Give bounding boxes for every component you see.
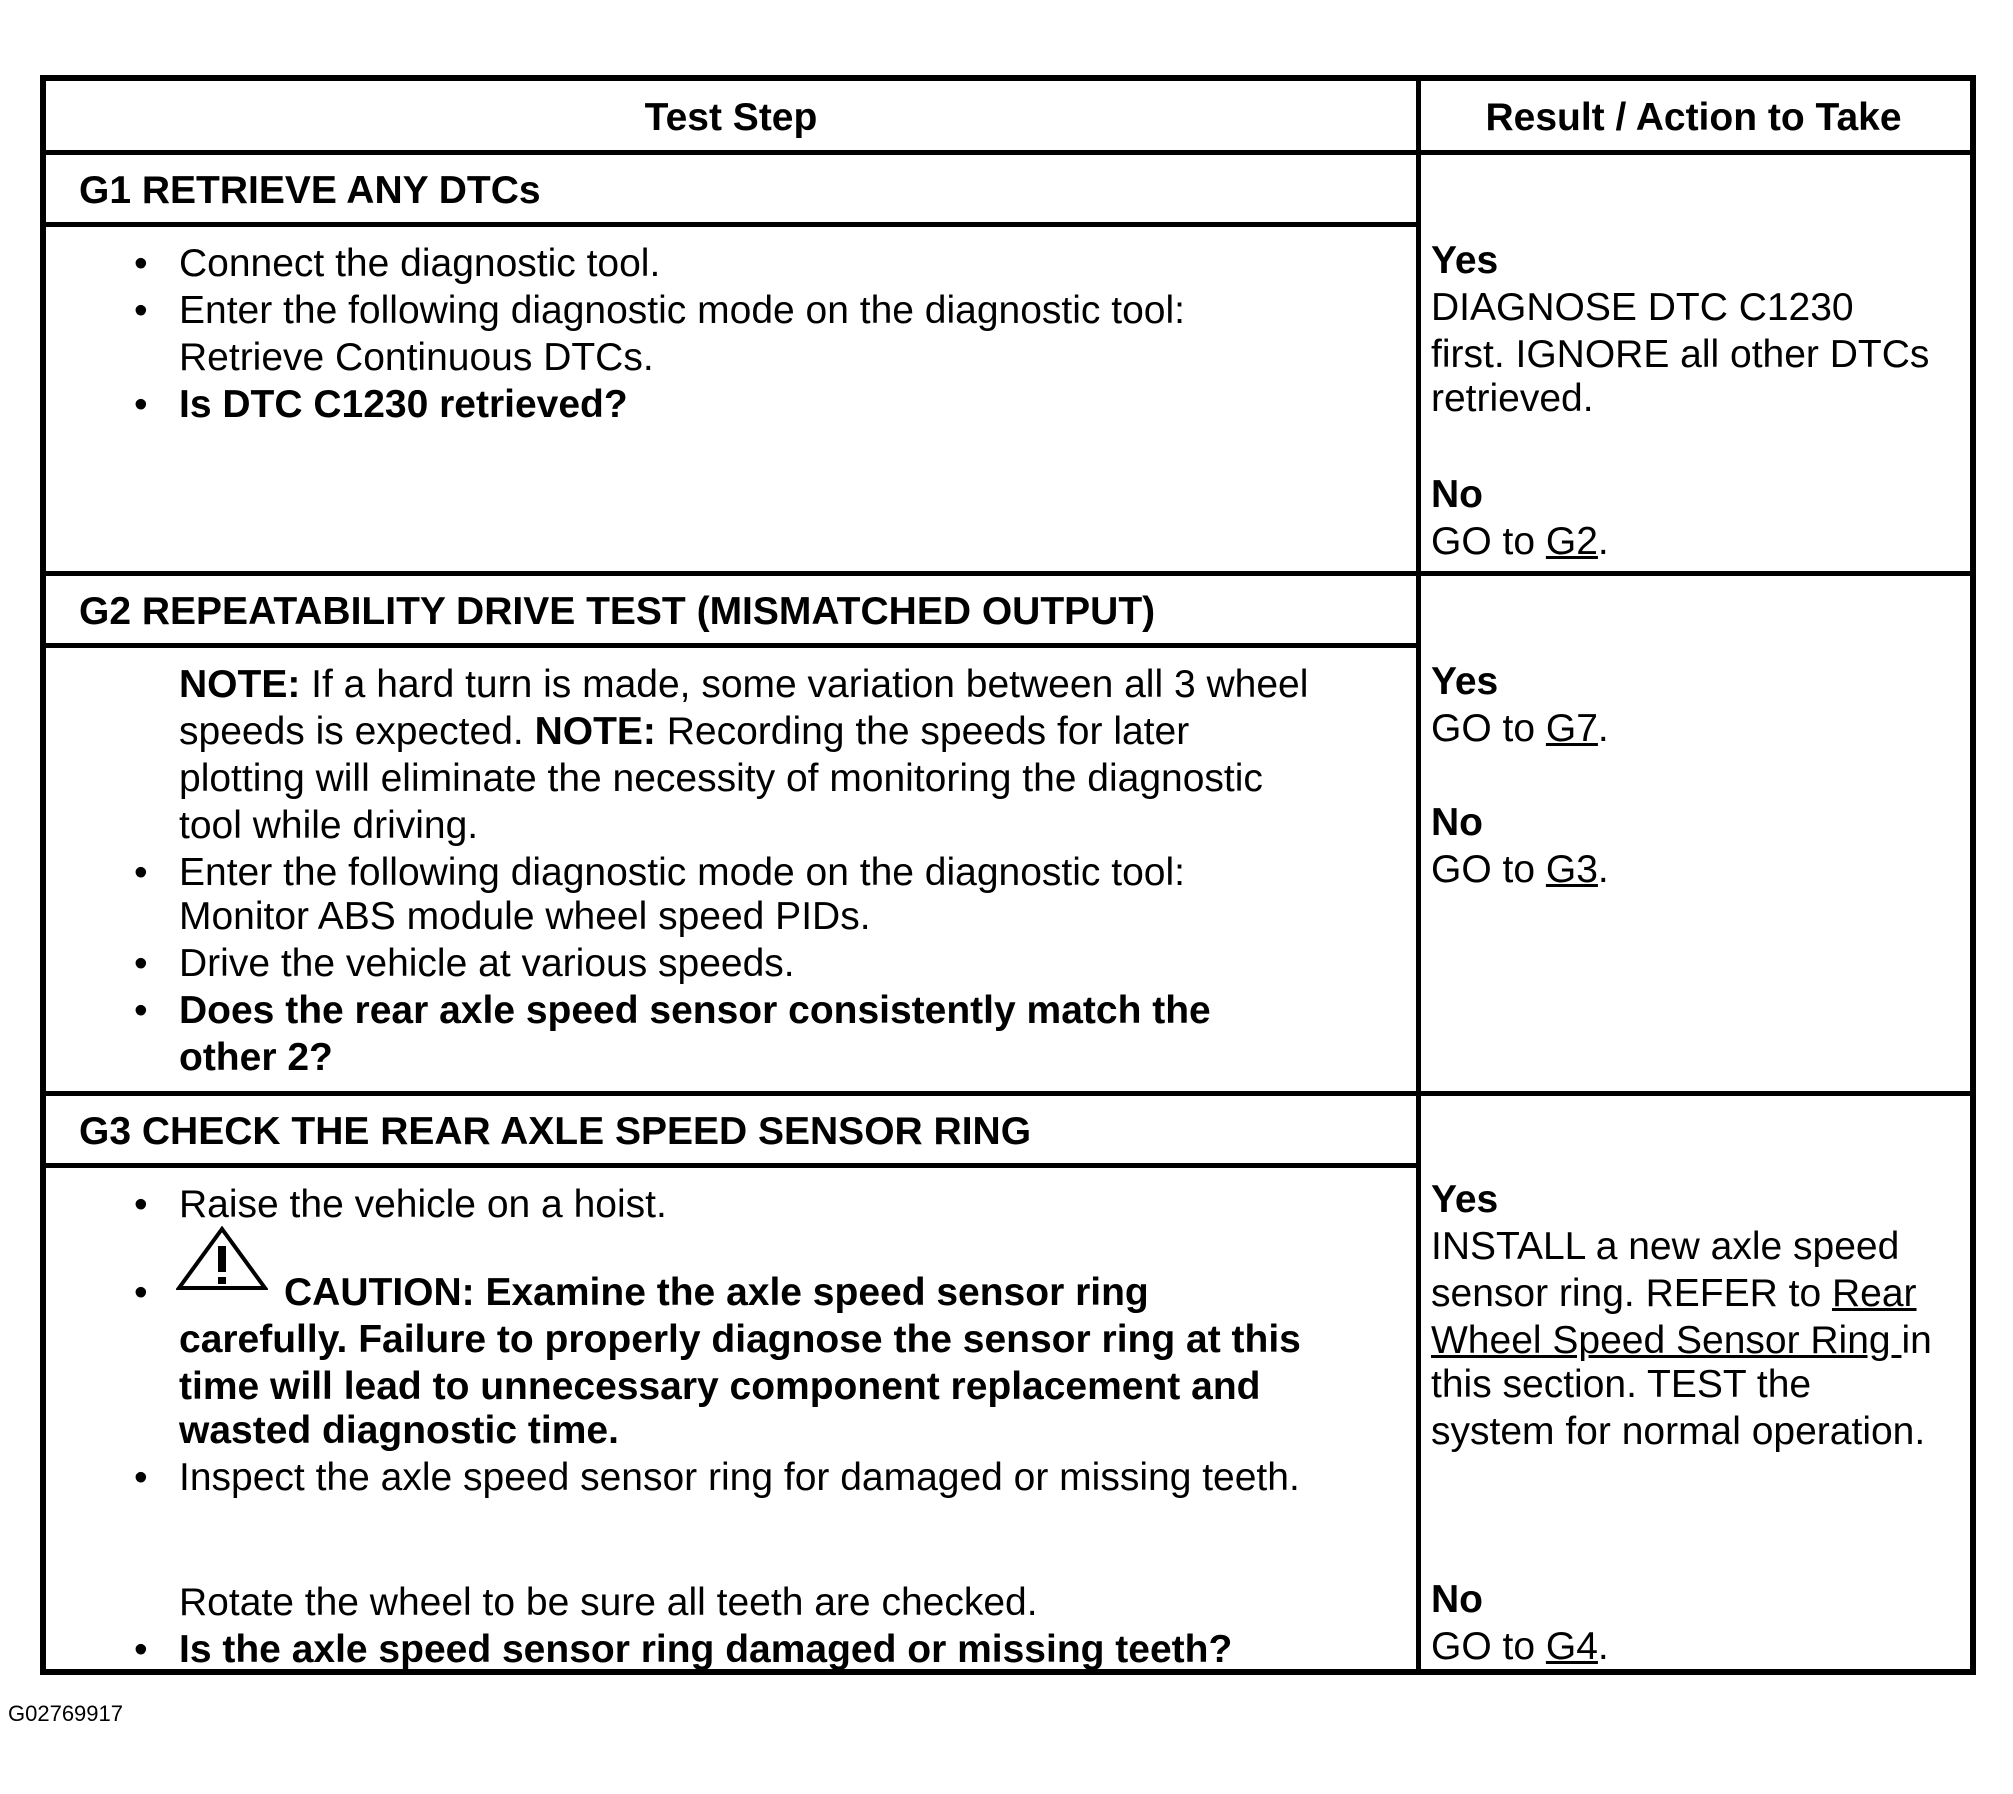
bullet: •	[134, 242, 148, 285]
period: .	[1597, 1625, 1609, 1668]
bullet: •	[134, 851, 148, 894]
g2-note-line-4: tool while driving.	[179, 804, 479, 847]
go-to-text: GO to	[1431, 1625, 1536, 1668]
g2-title-divider	[46, 643, 1418, 648]
g2-question: Does the rear axle speed sensor consistently match the	[179, 989, 1211, 1032]
g1-title: G1 RETRIEVE ANY DTCs	[79, 169, 541, 212]
go-to-text: GO to	[1431, 848, 1536, 891]
in-text: in	[1901, 1319, 1932, 1362]
g3-yes-label: Yes	[1431, 1178, 1499, 1221]
figure-code: G02769917	[8, 1701, 123, 1726]
header-result-action: Result / Action to Take	[1485, 96, 1902, 139]
header-test-step: Test Step	[644, 96, 818, 139]
g2-yes-label: Yes	[1431, 660, 1499, 703]
bullet: •	[134, 1183, 148, 1226]
g1-no-label: No	[1431, 473, 1483, 516]
g2-no-label: No	[1431, 801, 1483, 844]
refer-text: sensor ring. REFER to	[1431, 1272, 1832, 1315]
g3-yes-line: INSTALL a new axle speed	[1431, 1225, 1900, 1268]
g1-g2-divider	[46, 571, 1972, 576]
g3-line: Rotate the wheel to be sure all teeth are checked.	[179, 1581, 1038, 1624]
g1-yes-label: Yes	[1431, 239, 1499, 282]
diagnostic-table	[40, 75, 1976, 1675]
rear-wheel-speed-sensor-ring-link[interactable]: Wheel Speed Sensor Ring	[1431, 1319, 1902, 1362]
g3-yes-line	[1431, 1317, 1932, 1364]
g1-line: Retrieve Continuous DTCs.	[179, 336, 654, 379]
g3-caution-line: wasted diagnostic time.	[179, 1409, 619, 1452]
period: .	[1597, 848, 1609, 891]
g2-note-line-1	[179, 661, 1308, 708]
g3-caution-line: CAUTION: Examine the axle speed sensor ring	[284, 1271, 1149, 1314]
g3-question: Is the axle speed sensor ring damaged or missing teeth?	[179, 1628, 1233, 1671]
note-text: Recording the speeds for later	[655, 710, 1190, 753]
g2-note-line-3: plotting will eliminate the necessity of monitoring the diagnostic	[179, 757, 1263, 800]
g1-yes-line: DIAGNOSE DTC C1230	[1431, 286, 1854, 329]
g2-yes-line	[1431, 705, 1609, 752]
g2-question: other 2?	[179, 1036, 333, 1079]
g3-yes-line: system for normal operation.	[1431, 1410, 1926, 1453]
warning-triangle-icon	[176, 1226, 268, 1292]
g2-note-line-2	[179, 708, 1189, 755]
g2-line: Monitor ABS module wheel speed PIDs.	[179, 895, 871, 938]
g3-line: Raise the vehicle on a hoist.	[179, 1183, 667, 1226]
header-divider	[46, 150, 1972, 155]
g3-yes-line	[1431, 1270, 1917, 1317]
g3-title-divider	[46, 1163, 1418, 1168]
bullet: •	[134, 942, 148, 985]
g1-line: Connect the diagnostic tool.	[179, 242, 661, 285]
g3-title: G3 CHECK THE REAR AXLE SPEED SENSOR RING	[79, 1110, 1032, 1153]
period: .	[1597, 707, 1609, 750]
g1-question: Is DTC C1230 retrieved?	[179, 383, 628, 426]
g3-no-line	[1431, 1623, 1609, 1670]
go-to-text: GO to	[1431, 707, 1536, 750]
column-divider	[1416, 81, 1421, 1671]
g4-link[interactable]: G4	[1545, 1625, 1598, 1668]
note-label: NOTE:	[534, 710, 656, 753]
rear-wheel-speed-sensor-ring-link[interactable]: Rear	[1831, 1272, 1917, 1315]
g1-yes-line: retrieved.	[1431, 377, 1594, 420]
g3-no-label: No	[1431, 1578, 1483, 1621]
g2-line: Drive the vehicle at various speeds.	[179, 942, 795, 985]
g1-no-line	[1431, 518, 1609, 565]
g2-line: Enter the following diagnostic mode on the diagnostic tool:	[179, 851, 1185, 894]
bullet: •	[134, 1456, 148, 1499]
g1-line: Enter the following diagnostic mode on the diagnostic tool:	[179, 289, 1185, 332]
period: .	[1597, 520, 1609, 563]
g3-link[interactable]: G3	[1545, 848, 1598, 891]
g3-caution-line: carefully. Failure to properly diagnose the sensor ring at this	[179, 1318, 1301, 1361]
g3-line: Inspect the axle speed sensor ring for damaged or missing teeth.	[179, 1456, 1300, 1499]
go-to-text: GO to	[1431, 520, 1536, 563]
bullet: •	[134, 1628, 148, 1671]
g2-g3-divider	[46, 1091, 1972, 1096]
g3-yes-line: this section. TEST the	[1431, 1363, 1812, 1406]
bullet: •	[134, 383, 148, 426]
bullet: •	[134, 1271, 148, 1314]
note-label: NOTE:	[179, 663, 301, 706]
g1-title-divider	[46, 222, 1418, 227]
g2-no-line	[1431, 846, 1609, 893]
g1-yes-line: first. IGNORE all other DTCs	[1431, 333, 1930, 376]
note-text: If a hard turn is made, some variation between all 3 wheel	[300, 663, 1309, 706]
bullet: •	[134, 289, 148, 332]
g3-caution-line: time will lead to unnecessary component replacement and	[179, 1365, 1261, 1408]
note-text: speeds is expected.	[179, 710, 535, 753]
g7-link[interactable]: G7	[1545, 707, 1598, 750]
g2-link[interactable]: G2	[1545, 520, 1598, 563]
bullet: •	[134, 989, 148, 1032]
g2-title: G2 REPEATABILITY DRIVE TEST (MISMATCHED OUTPUT)	[79, 590, 1156, 633]
